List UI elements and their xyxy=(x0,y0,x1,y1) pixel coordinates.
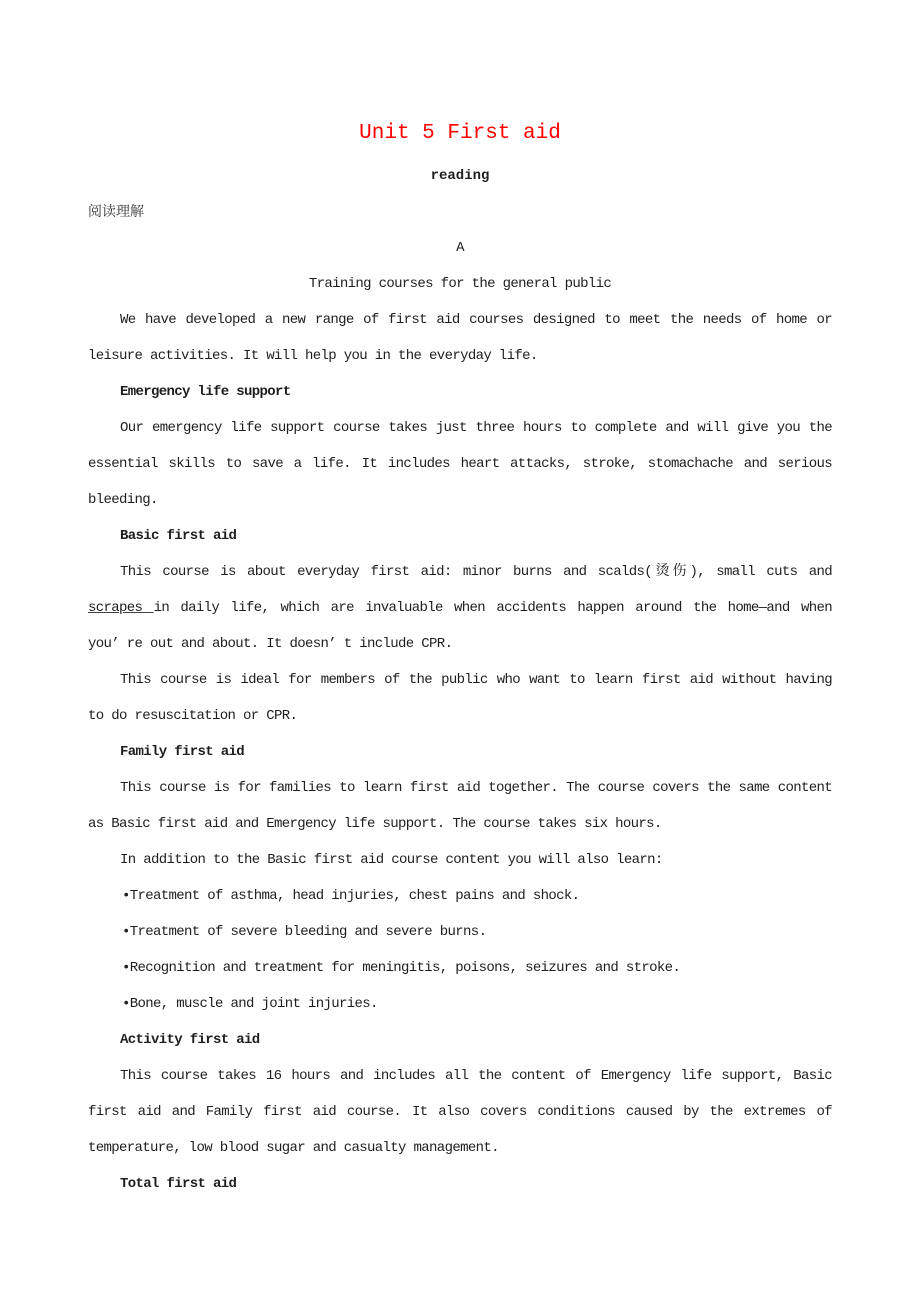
paragraph-line: essential skills to save a life. It includes heart attacks, stroke, stomachache and serious xyxy=(88,456,832,472)
paragraph-line: In addition to the Basic first aid course content you will also learn: xyxy=(120,852,663,868)
line-text: in daily life, which are invaluable when accidents happen around the home—and when xyxy=(153,600,832,616)
underlined-word: scrapes xyxy=(88,600,154,616)
heading-family: Family first aid xyxy=(120,744,245,760)
list-item: •Treatment of asthma, head injuries, chest pains and shock. xyxy=(122,888,580,904)
paragraph-line: This course is for families to learn first aid together. The course covers the same content xyxy=(120,780,832,796)
paragraph-line: This course is ideal for members of the public who want to learn first aid without having xyxy=(120,672,832,688)
list-item: •Recognition and treatment for meningitis, poisons, seizures and stroke. xyxy=(122,960,681,976)
paragraph-line: bleeding. xyxy=(88,492,158,508)
passage-title: Training courses for the general public xyxy=(308,276,612,292)
list-item: •Treatment of severe bleeding and severe burns. xyxy=(122,924,487,940)
paragraph-line: This course takes 16 hours and includes all the content of Emergency life support, Basic xyxy=(120,1068,832,1084)
paragraph-line: temperature, low blood sugar and casualty management. xyxy=(88,1140,499,1156)
paragraph-line: first aid and Family first aid course. It also covers conditions caused by the extremes of xyxy=(88,1104,832,1120)
list-item: •Bone, muscle and joint injuries. xyxy=(122,996,378,1012)
paragraph-line: This course is about everyday first aid: minor burns and scalds(烫伤), small cuts and xyxy=(120,564,832,580)
passage-letter: A xyxy=(456,240,464,256)
heading-emergency: Emergency life support xyxy=(120,384,291,400)
section-label: 阅读理解 xyxy=(88,204,144,220)
paragraph-line: to do resuscitation or CPR. xyxy=(88,708,298,724)
paragraph-line: Our emergency life support course takes just three hours to complete and will give you the xyxy=(120,420,832,436)
paragraph-line: you’ re out and about. It doesn’ t include CPR. xyxy=(88,636,453,652)
heading-basic: Basic first aid xyxy=(120,528,237,544)
reading-passage xyxy=(88,194,832,1202)
heading-activity: Activity first aid xyxy=(120,1032,260,1048)
unit-title: Unit 5 First aid xyxy=(359,122,561,145)
intro-line: leisure activities. It will help you in the everyday life. xyxy=(88,348,538,364)
intro-line: We have developed a new range of first aid courses designed to meet the needs of home or xyxy=(120,312,832,328)
section-subtitle: reading xyxy=(430,168,490,184)
heading-total: Total first aid xyxy=(120,1176,237,1192)
paragraph-line xyxy=(88,590,832,626)
paragraph-line: as Basic first aid and Emergency life support. The course takes six hours. xyxy=(88,816,662,832)
